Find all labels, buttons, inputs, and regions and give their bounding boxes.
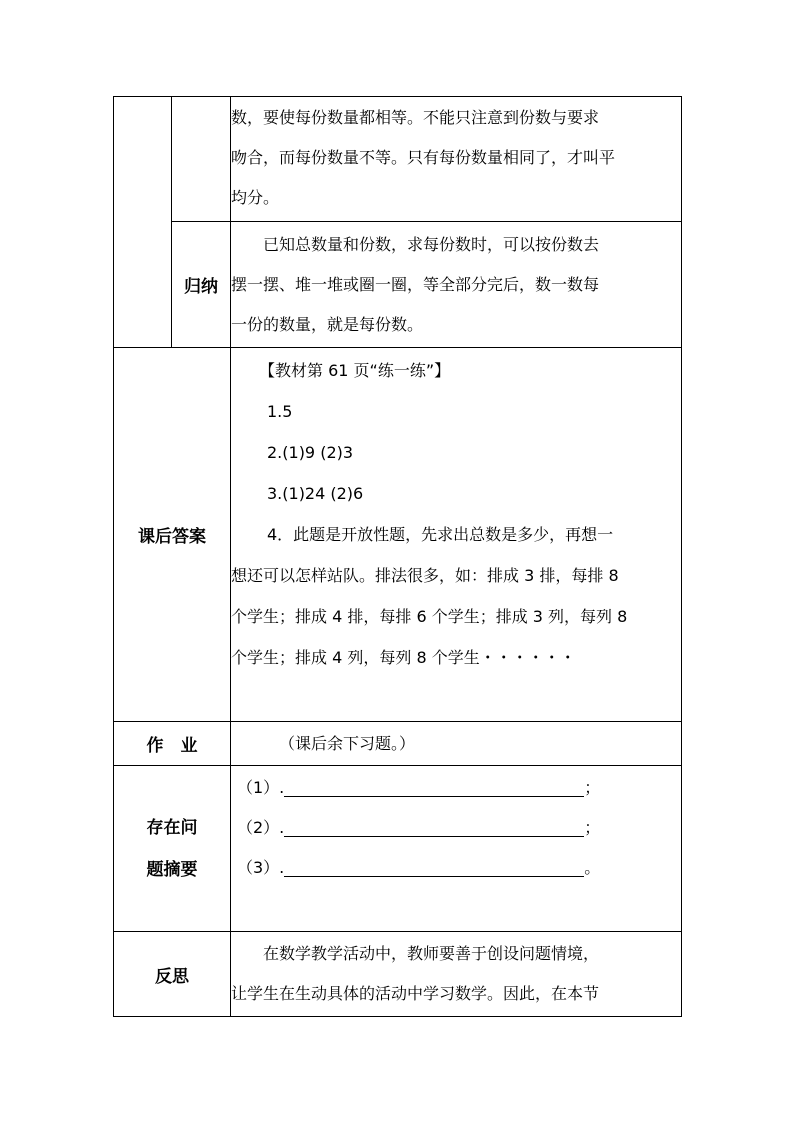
homework-label: 作 业 — [114, 722, 231, 766]
summary-text — [231, 222, 682, 348]
problems-label-line: 题摘要 — [146, 859, 198, 880]
answer-item: 3.(1)24 (2)6 — [267, 484, 364, 503]
summary-label: 归纳 — [172, 222, 231, 348]
text-line: 已知总数量和份数，求每份数时，可以按份数去 — [263, 235, 600, 254]
problems-row — [114, 766, 682, 932]
answers-heading: 【教材第 61 页“练一练”】 — [259, 361, 451, 380]
reflection-text — [231, 932, 682, 1017]
text-line: 数，要使每份数量都相等。不能只注意到份数与要求 — [231, 108, 600, 127]
text-line: 在数学教学活动中，教师要善于创设问题情境， — [263, 944, 600, 963]
answer-item: 4．此题是开放性题，先求出总数是多少，再想一 — [267, 525, 614, 544]
problem-suffix: ； — [584, 818, 601, 837]
text-line: 让学生在生动具体的活动中学习数学。因此，在本节 — [231, 984, 600, 1003]
answers-content — [231, 348, 682, 722]
problems-content — [231, 766, 682, 932]
text-line: 均分。 — [231, 188, 280, 207]
continuation-text — [231, 97, 682, 222]
problem-blank[interactable] — [284, 854, 584, 877]
problem-prefix: （1）. — [237, 778, 285, 797]
problem-item — [231, 808, 681, 848]
lesson-plan-table — [113, 96, 682, 1017]
summary-row — [114, 222, 682, 348]
text-line: 吻合，而每份数量不等。只有每份数量相同了，才叫平 — [231, 148, 616, 167]
answers-label: 课后答案 — [114, 348, 231, 722]
reflection-label: 反思 — [114, 932, 231, 1017]
text-line: 摆一摆、堆一堆或圈一圈，等全部分完后，数一数每 — [231, 275, 600, 294]
problem-prefix: （3）. — [237, 858, 285, 877]
continuation-row — [114, 97, 682, 222]
problem-blank[interactable] — [284, 814, 584, 837]
text-line: 一份的数量，就是每份数。 — [231, 315, 424, 334]
problem-suffix: 。 — [584, 858, 601, 877]
answer-item: 1.5 — [267, 402, 293, 421]
problems-label — [114, 766, 231, 932]
answer-item: 个学生；排成 4 列，每列 8 个学生・・・・・・ — [231, 648, 576, 667]
answer-item: 想还可以怎样站队。排法很多，如：排成 3 排，每排 8 — [231, 566, 619, 585]
problem-item — [231, 768, 681, 808]
problem-prefix: （2）. — [237, 818, 285, 837]
homework-text — [231, 722, 682, 766]
problems-label-line: 存在问 — [146, 817, 198, 838]
problem-blank[interactable] — [284, 774, 584, 797]
problem-item — [231, 848, 681, 888]
homework-value: （课后余下习题。） — [279, 733, 416, 753]
empty-subheading-cell — [172, 97, 231, 222]
answers-row — [114, 348, 682, 722]
merged-left-cell — [114, 97, 172, 348]
answer-item: 个学生；排成 4 排，每排 6 个学生；排成 3 列，每列 8 — [231, 607, 628, 626]
reflection-row — [114, 932, 682, 1017]
answer-item: 2.(1)9 (2)3 — [267, 443, 354, 462]
homework-row — [114, 722, 682, 766]
problem-suffix: ； — [584, 778, 601, 797]
